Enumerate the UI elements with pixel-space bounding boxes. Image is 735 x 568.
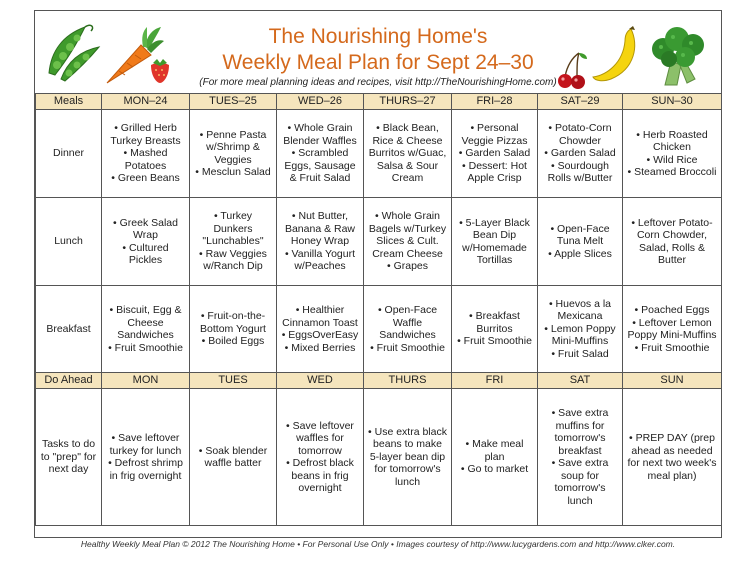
meal-item: • Scrambled Eggs, Sausage & Fruit Salad [284,147,356,185]
meal-item: • Go to market [460,463,529,476]
meal-item: • Save extra soup for tomorrow's lunch [551,457,609,507]
meal-item: • Vanilla Yogurt w/Peaches [284,247,356,273]
meal-cell [102,198,190,286]
footer-credits: Healthy Weekly Meal Plan © 2012 The Nourishing Home • For Personal Use Only • Images courtesy of http://www.lucygardens.com and http://www.clker.com. [80,539,676,549]
meal-item: • Use extra black beans to make 5-layer bean dip for tomorrow's lunch [368,425,447,488]
day-header: THURS–27 [364,94,452,110]
meal-cell [623,286,722,373]
meal-item: • Garden Salad [458,147,531,160]
do-ahead-day-header: WED [277,373,364,389]
meal-row-dinner [36,110,722,198]
meal-plan-table [35,93,722,526]
meal-item: • Dessert: Hot Apple Crisp [462,159,527,185]
meal-item: • Leftover Potato-Corn Chowder, Salad, Rolls & Butter [631,216,713,266]
meal-cell [277,198,364,286]
task-cell [190,389,277,526]
meal-item: • Poached Eggs [634,304,710,316]
meal-item: • Mashed Potatoes [123,147,168,172]
meal-item: • Apple Slices [548,247,612,260]
meal-item: • Biscuit, Egg & Cheese Sandwiches [109,304,182,341]
day-header: TUES–25 [190,94,277,110]
tasks-label: Tasks to do to "prep" for next day [36,389,102,526]
meal-item: • Green Beans [111,172,180,185]
meal-item: • Soak blender waffle batter [198,444,268,469]
do-ahead-day-header: MON [102,373,190,389]
header [35,11,721,93]
meal-cell [277,286,364,373]
meal-item: • Fruit Salad [551,347,609,360]
meal-plan-page [34,10,722,538]
task-cell [102,389,190,526]
meal-item: • Potato-Corn Chowder [548,122,612,147]
meal-item: • Wild Rice [646,153,698,166]
meal-item: • Herb Roasted Chicken [636,128,708,153]
day-header: MON–24 [102,94,190,110]
meal-item: • Black Bean, Rice & Cheese Burritos w/Guac, Salsa & Sour Cream [368,122,447,185]
meal-item: • Turkey Dunkers "Lunchables" [202,210,264,248]
meal-item: • Personal Veggie Pizzas [461,122,528,147]
meal-cell [364,286,452,373]
meal-item: • Fruit Smoothie [457,335,532,348]
meal-cell [277,110,364,198]
meal-item: • Nut Butter, Banana & Raw Honey Wrap [284,210,356,248]
meal-item: • Fruit Smoothie [634,341,710,354]
row-label: Breakfast [36,286,102,373]
meal-item: • Save leftover turkey for lunch [109,432,182,457]
meal-cell [452,110,538,198]
meal-item: • Raw Veggies w/Ranch Dip [199,247,267,273]
meal-item: • Garden Salad [544,147,616,160]
do-ahead-day-header: TUES [190,373,277,389]
meal-item: • Fruit-on-the-Bottom Yogurt [200,310,266,335]
meal-item: • Whole Grain Blender Waffles [283,122,357,147]
task-cell [538,389,623,526]
day-header: SAT–29 [538,94,623,110]
meal-item: • Defrost shrimp in frig overnight [108,457,183,482]
meal-item: • Open-Face Waffle Sandwiches [377,304,438,341]
meal-item: • Steamed Broccoli [627,166,717,178]
meal-row-breakfast [36,286,722,373]
meal-item: • Penne Pasta w/Shrimp & Veggies [199,128,267,166]
meal-item: • Fruit Smoothie [108,341,183,354]
meal-item: • Make meal plan [465,438,524,463]
meal-cell [623,198,722,286]
task-cell [452,389,538,526]
tasks-row [36,389,722,526]
meal-cell [190,198,277,286]
task-cell [623,389,722,526]
meal-cell [538,286,623,373]
do-ahead-header: Do Ahead [36,373,102,389]
meal-item: • Grilled Herb Turkey Breasts [110,122,181,147]
row-label: Dinner [36,110,102,198]
meal-cell [190,110,277,198]
meal-item: • PREP DAY (prep ahead as needed for next two week's meal plan) [627,432,717,482]
meal-cell [364,110,452,198]
meal-item: • Defrost black beans in frig overnight [286,457,354,494]
meal-cell [452,286,538,373]
meal-cell [623,110,722,198]
title-line-2: Weekly Meal Plan for Sept 24–30 [222,51,534,74]
meal-item: • Greek Salad Wrap [113,216,178,241]
meal-item: • Grapes [386,260,429,273]
title-line-1: The Nourishing Home's [268,25,488,48]
meal-row-lunch [36,198,722,286]
meal-cell [538,198,623,286]
meal-item: • Huevos a la Mexicana [548,297,612,323]
do-ahead-day-header: THURS [364,373,452,389]
meal-item: • Save leftover waffles for tomorrow [286,419,354,457]
meals-header: Meals [36,94,102,110]
meal-item: • 5-Layer Black Bean Dip w/Homemade Tortillas [459,216,530,266]
do-ahead-day-header: FRI [452,373,538,389]
meal-item: • EggsOverEasy [281,329,359,341]
meal-cell [190,286,277,373]
meal-item: • Mesclun Salad [195,166,271,178]
task-cell [277,389,364,526]
day-header: WED–26 [277,94,364,110]
day-header: FRI–28 [452,94,538,110]
do-ahead-day-header: SAT [538,373,623,389]
meal-cell [452,198,538,286]
meal-item: • Fruit Smoothie [370,341,445,354]
meal-item: • Lemon Poppy Mini-Muffins [544,322,616,348]
meal-item: • Boiled Eggs [201,335,265,348]
meal-cell [102,286,190,373]
do-ahead-day-header: SUN [623,373,722,389]
meal-cell [538,110,623,198]
meal-item: • Whole Grain Bagels w/Turkey Slices & Cult. Cream Cheese [368,210,447,260]
meal-item: • Breakfast Burritos [469,310,520,335]
meal-item: • Mixed Berries [284,341,356,354]
day-header: SUN–30 [623,94,722,110]
meal-item: • Sourdough Rolls w/Butter [547,159,613,185]
row-label: Lunch [36,198,102,286]
task-cell [364,389,452,526]
subtitle: (For more meal planning ideas and recipes, visit http://TheNourishingHome.com) [199,77,557,88]
meal-item: • Open-Face Tuna Melt [550,222,610,248]
meal-item: • Healthier Cinnamon Toast [282,304,358,329]
meal-cell [364,198,452,286]
meal-item: • Save extra muffins for tomorrow's breakfast [551,407,609,457]
meal-item: • Cultured Pickles [122,241,169,266]
meal-item: • Leftover Lemon Poppy Mini-Muffins [627,316,717,341]
meal-cell [102,110,190,198]
